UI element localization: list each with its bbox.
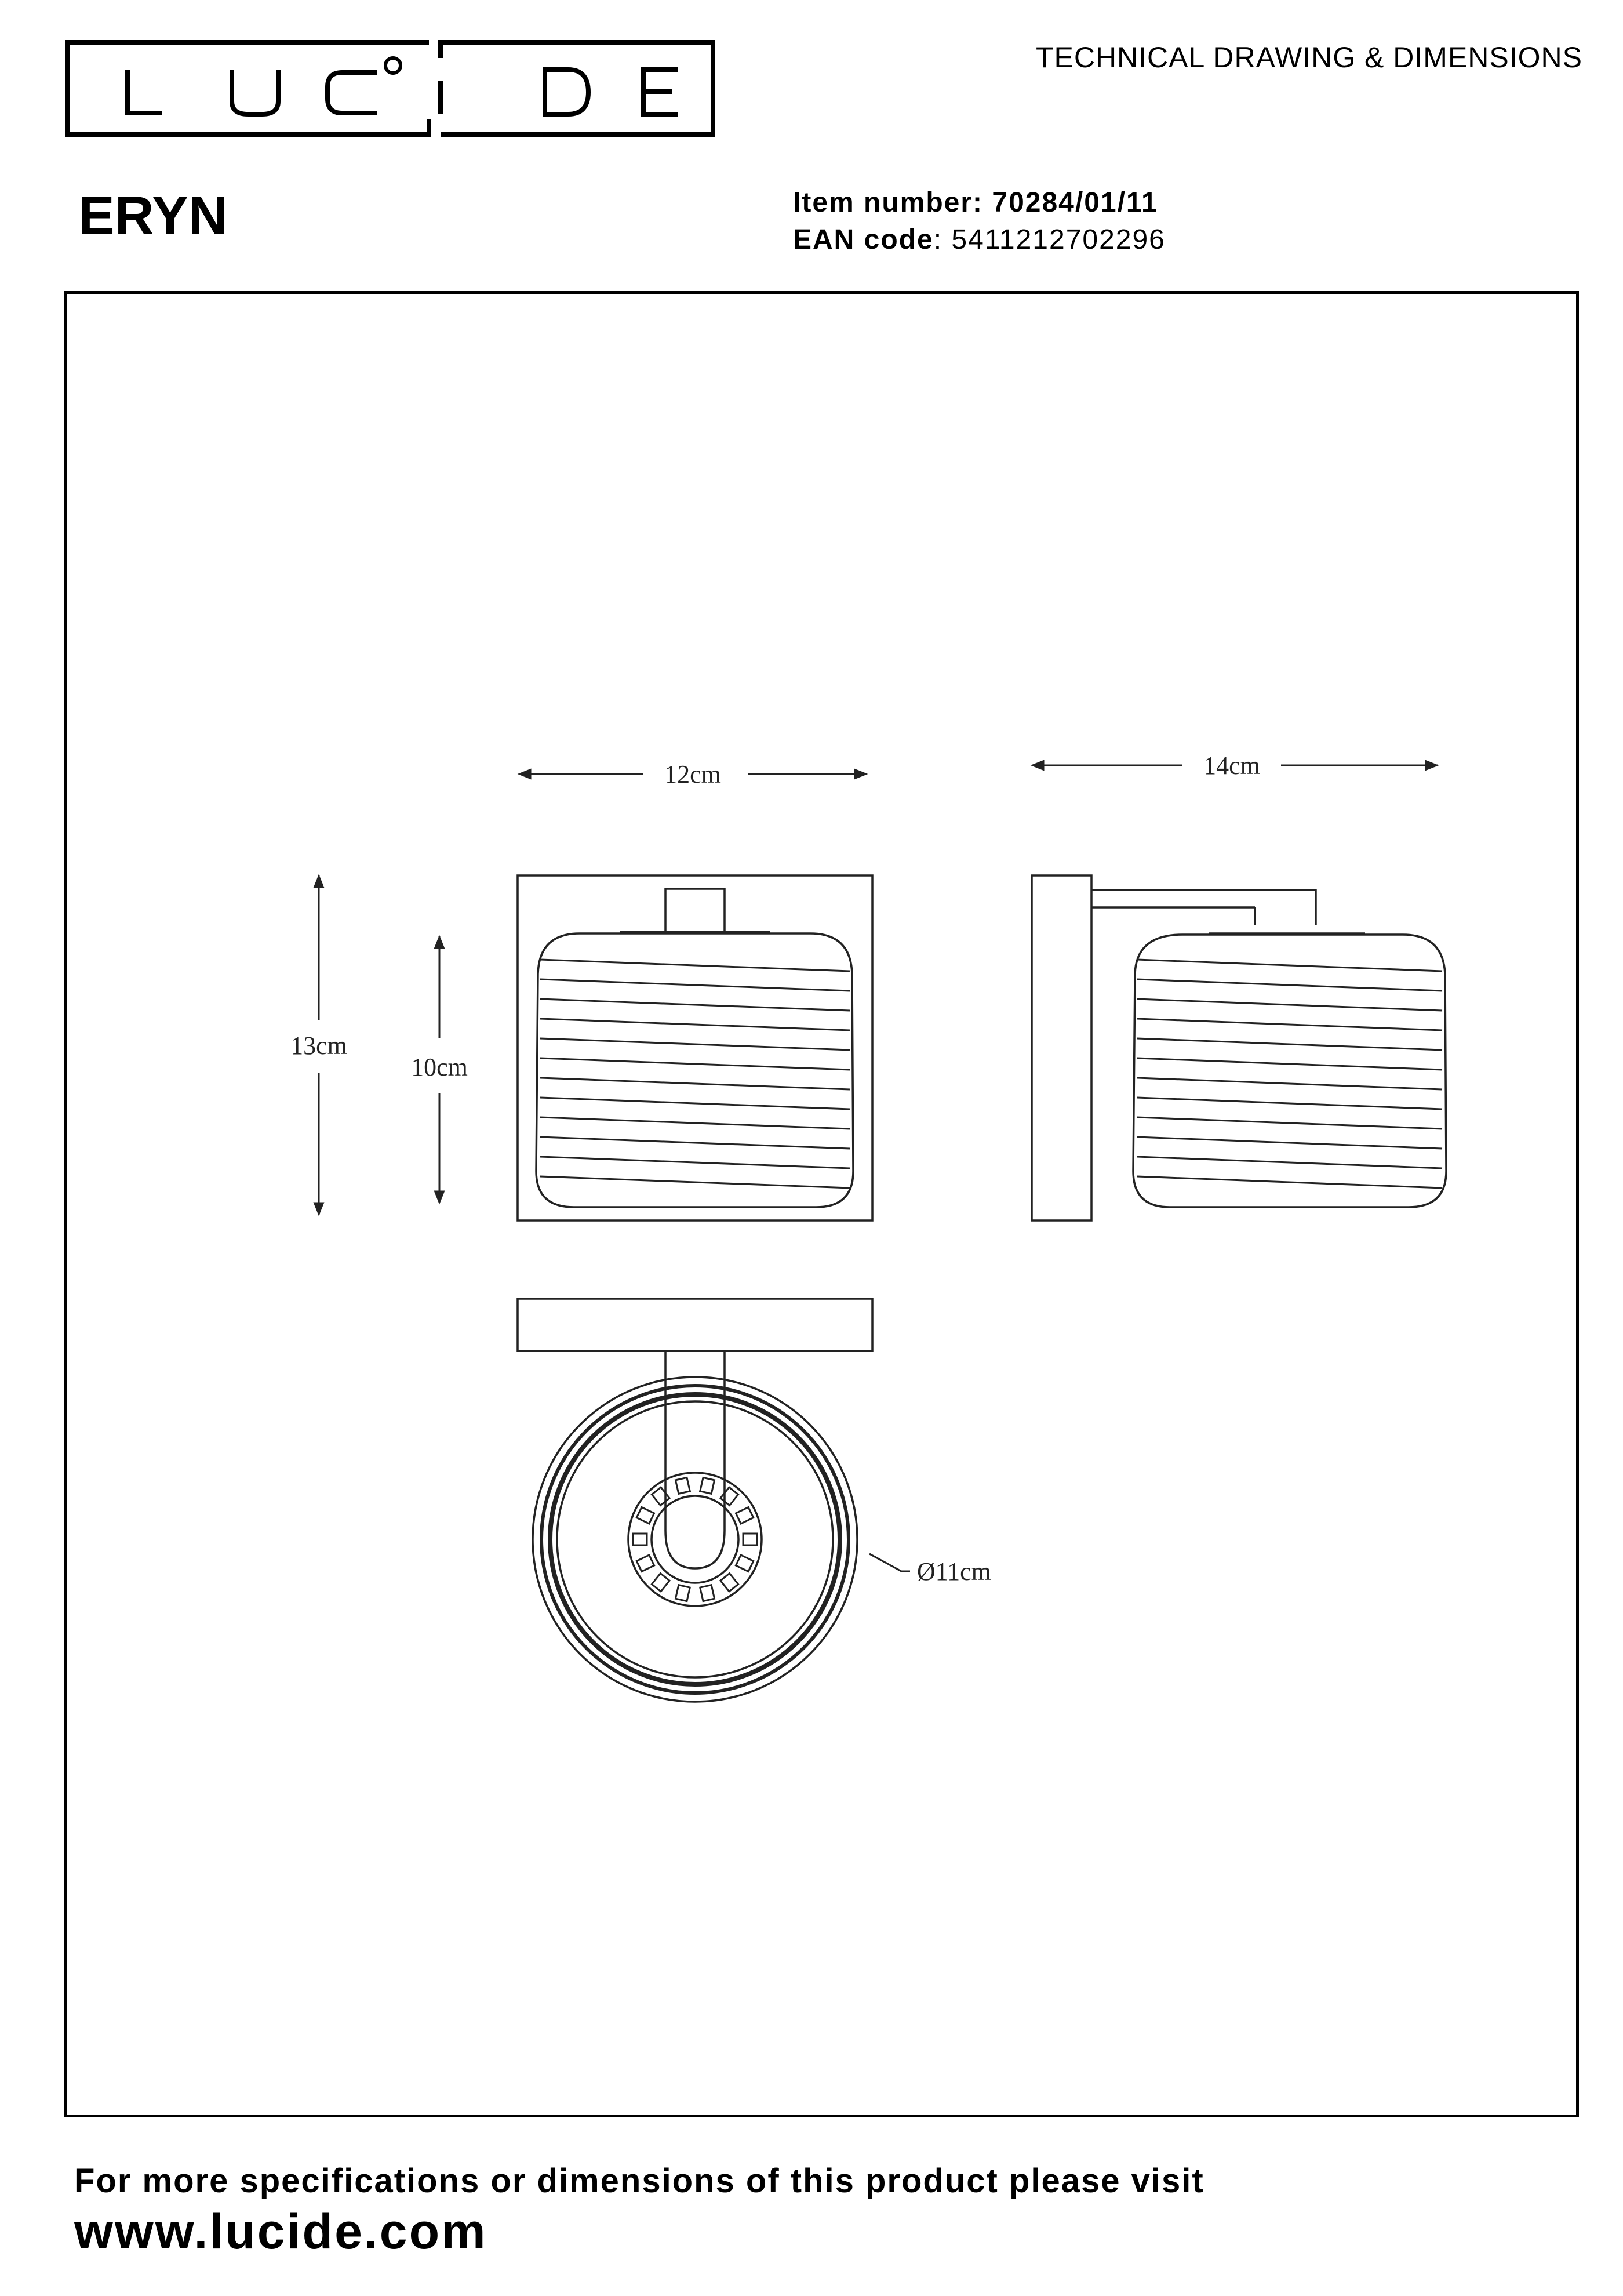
socket-tooth — [720, 1574, 738, 1592]
ean-code-value: : 5411212702296 — [933, 224, 1166, 255]
socket-tooth — [736, 1507, 753, 1524]
socket-tooth — [700, 1585, 715, 1601]
shade-rib — [1137, 960, 1442, 971]
shade-rib — [540, 1137, 850, 1149]
shade-rib — [540, 1157, 850, 1168]
socket-tooth — [675, 1477, 690, 1494]
item-number-label: Item number: — [793, 187, 984, 218]
ean-code-label: EAN code — [793, 224, 934, 255]
shade-rib — [1137, 1117, 1442, 1129]
socket-tooth — [633, 1534, 647, 1545]
shade-rib — [1137, 1058, 1442, 1070]
top-view — [518, 1299, 872, 1702]
socket-tooth — [652, 1574, 669, 1592]
socket-tooth — [743, 1534, 757, 1545]
shade-rib — [1137, 1078, 1442, 1089]
product-name: ERYN — [78, 185, 228, 246]
socket-tooth — [636, 1555, 654, 1571]
socket-tooth — [652, 1487, 669, 1505]
shade-rib — [540, 999, 850, 1011]
shade-rib — [1137, 999, 1442, 1011]
diameter-leader-line — [869, 1554, 901, 1571]
front-shade-ribs — [540, 960, 850, 1188]
shade-rib — [1137, 1176, 1442, 1188]
socket-tooth — [700, 1477, 715, 1494]
document-type-title: TECHNICAL DRAWING & DIMENSIONS — [1035, 41, 1582, 74]
shade-rib — [540, 1058, 850, 1070]
shade-rib — [1137, 1019, 1442, 1030]
side-shade-ribs — [1137, 960, 1442, 1188]
side-view — [1032, 875, 1446, 1220]
diameter-label: Ø11cm — [917, 1557, 991, 1586]
front-view — [518, 875, 872, 1220]
shade-rib — [540, 1117, 850, 1129]
shade-rib — [540, 960, 850, 971]
shade-rib — [1137, 1157, 1442, 1168]
socket-tooth — [675, 1585, 690, 1601]
side-depth-label: 14cm — [1203, 751, 1260, 780]
footer-text: For more specifications or dimensions of this product please visit — [74, 2162, 1204, 2200]
shade-rib — [540, 1019, 850, 1030]
socket-tooth — [736, 1555, 753, 1571]
shade-rib — [1137, 979, 1442, 991]
shade-rib — [540, 1038, 850, 1050]
socket-tooth — [720, 1487, 738, 1505]
total-height-label: 13cm — [290, 1031, 347, 1060]
shade-rib — [540, 1098, 850, 1109]
socket-tooth — [636, 1507, 654, 1524]
item-number-value: 70284/01/11 — [992, 187, 1158, 218]
front-width-label: 12cm — [664, 760, 721, 789]
shade-rib — [540, 1176, 850, 1188]
website-link[interactable]: www.lucide.com — [74, 2204, 487, 2259]
shade-rib — [540, 979, 850, 991]
shade-rib — [1137, 1038, 1442, 1050]
shade-rib — [1137, 1137, 1442, 1149]
shade-rib — [540, 1078, 850, 1089]
shade-rib — [1137, 1098, 1442, 1109]
shade-height-label: 10cm — [411, 1053, 468, 1081]
